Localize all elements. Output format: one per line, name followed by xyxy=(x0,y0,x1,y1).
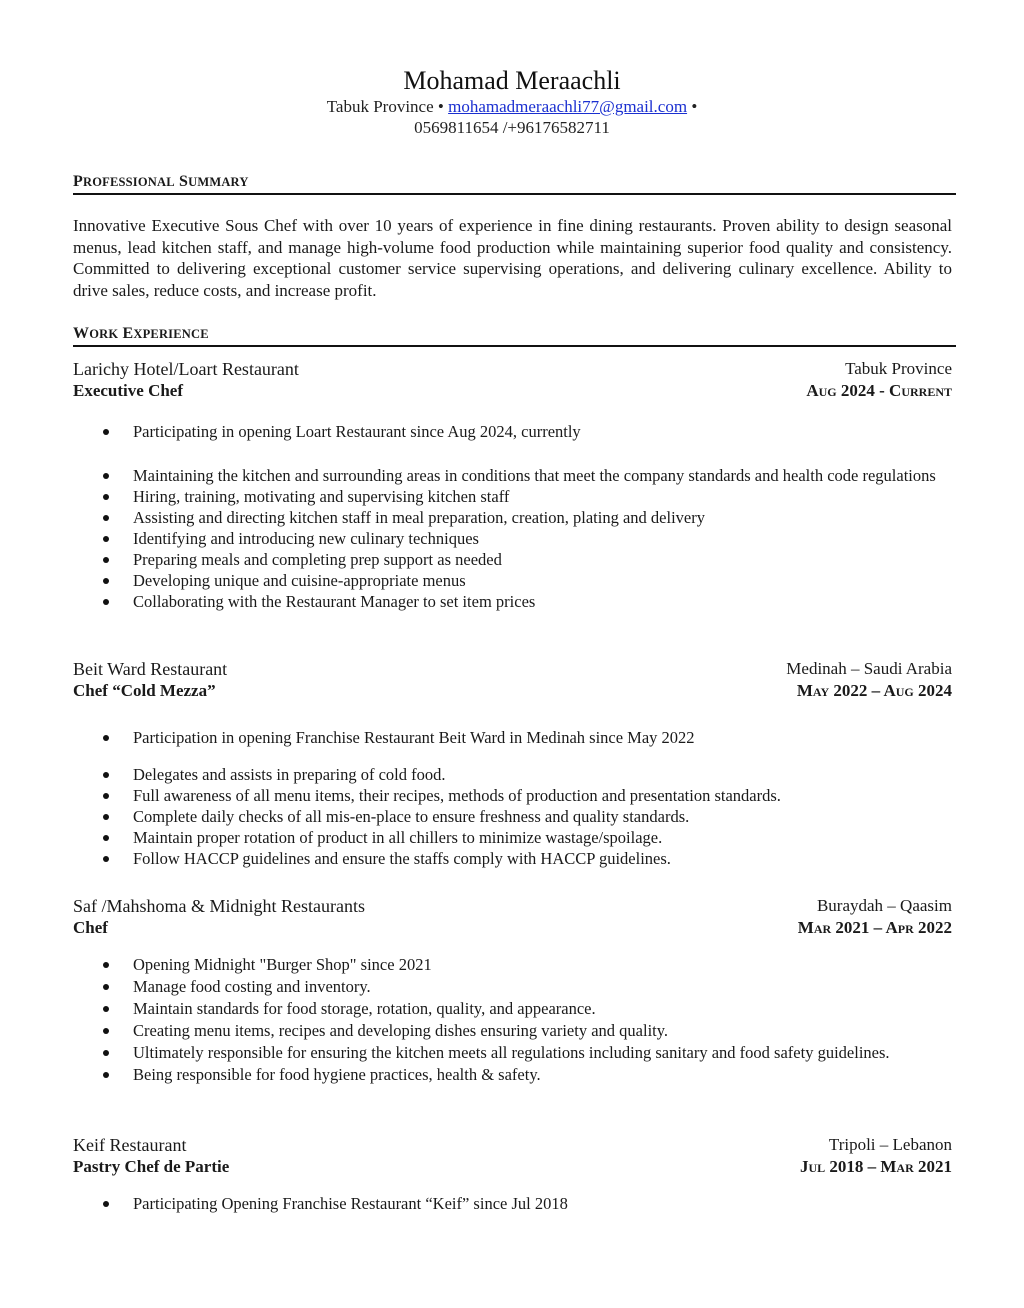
bullet-icon xyxy=(103,599,109,605)
list-item: Maintaining the kitchen and surrounding areas in conditions that meet the company standards and health code regulations xyxy=(73,465,952,486)
email-link[interactable]: mohamadmeraachli77@gmail.com xyxy=(448,97,688,116)
job-dates: Mar 2021 – Apr 2022 xyxy=(797,918,952,937)
resume-header xyxy=(0,66,1024,138)
contact-line xyxy=(0,96,1024,117)
bullet-icon xyxy=(103,578,109,584)
bullet-icon xyxy=(103,835,109,841)
list-item: Preparing meals and completing prep support as needed xyxy=(73,549,952,570)
job-bullet-list xyxy=(73,764,952,869)
job-company: Larichy Hotel/Loart Restaurant xyxy=(73,359,299,379)
bullet-icon xyxy=(103,429,109,435)
candidate-name: Mohamad Meraachli xyxy=(403,66,621,95)
list-item: Ultimately responsible for ensuring the kitchen meets all regulations including sanitary and food safety guidelines. xyxy=(73,1042,952,1063)
job-company: Beit Ward Restaurant xyxy=(73,659,228,679)
list-item: Assisting and directing kitchen staff in meal preparation, creation, plating and delivery xyxy=(73,507,952,528)
list-item: Participating Opening Franchise Restaurant “Keif” since Jul 2018 xyxy=(73,1193,952,1214)
bullet-icon xyxy=(103,984,109,990)
bullet-icon xyxy=(103,494,109,500)
list-item: Maintain standards for food storage, rotation, quality, and appearance. xyxy=(73,998,952,1019)
job-dates: Jul 2018 – Mar 2021 xyxy=(799,1157,952,1176)
bullet-icon xyxy=(103,772,109,778)
bullet-icon xyxy=(103,473,109,479)
list-item: Hiring, training, motivating and supervising kitchen staff xyxy=(73,486,952,507)
job-location: Buraydah – Qaasim xyxy=(816,896,952,915)
job-entry xyxy=(73,895,952,1085)
bullet-icon xyxy=(103,1006,109,1012)
contact-separator: • xyxy=(437,97,444,116)
job-role: Chef “Cold Mezza” xyxy=(73,681,216,700)
bullet-icon xyxy=(103,1072,109,1078)
bullet-icon xyxy=(103,515,109,521)
list-item: Creating menu items, recipes and developing dishes ensuring variety and quality. xyxy=(73,1020,952,1041)
job-entry xyxy=(73,658,952,869)
bullet-icon xyxy=(103,735,109,741)
section-title-experience: WORK EXPERIENCE xyxy=(73,325,956,347)
job-location: Tabuk Province xyxy=(845,359,952,378)
contact-location: Tabuk Province xyxy=(326,97,434,116)
job-entry xyxy=(73,1134,952,1214)
section-title-summary: PROFESSIONAL SUMMARY xyxy=(73,173,956,195)
job-company: Saf /Mahshoma & Midnight Restaurants xyxy=(73,896,365,916)
contact-separator: • xyxy=(691,97,698,116)
bullet-icon xyxy=(103,962,109,968)
job-location: Medinah – Saudi Arabia xyxy=(786,659,952,678)
bullet-icon xyxy=(103,557,109,563)
list-item: Full awareness of all menu items, their recipes, methods of production and presentation standards. xyxy=(73,785,952,806)
bullet-icon xyxy=(103,536,109,542)
bullet-icon xyxy=(103,856,109,862)
list-item: Complete daily checks of all mis-en-place to ensure freshness and quality standards. xyxy=(73,806,952,827)
job-company: Keif Restaurant xyxy=(73,1135,187,1155)
list-item: Participation in opening Franchise Restaurant Beit Ward in Medinah since May 2022 xyxy=(73,727,952,748)
bullet-icon xyxy=(103,1028,109,1034)
bullet-icon xyxy=(103,1201,109,1207)
list-item: Manage food costing and inventory. xyxy=(73,976,952,997)
list-item: Participating in opening Loart Restaurant since Aug 2024, currently xyxy=(73,421,952,442)
job-bullet-list xyxy=(73,465,952,612)
list-item: Follow HACCP guidelines and ensure the staffs comply with HACCP guidelines. xyxy=(73,848,952,869)
job-lead-list xyxy=(73,421,952,442)
job-bullet-list xyxy=(73,954,952,1085)
phone-numbers: 0569811654 /+96176582711 xyxy=(414,118,610,137)
job-dates: May 2022 – Aug 2024 xyxy=(796,681,952,700)
summary-paragraph: Innovative Executive Sous Chef with over 10 years of experience in fine dining restaurants. Proven ability to design seasonal menus, lead kitchen staff, and manage high-volume food production while maintaining superior food quality and consistency. Committed to delivering exceptional customer service supervising operations, and delivering culinary excellence. Ability to drive sales, reduce costs, and increase profit. xyxy=(73,216,952,300)
list-item: Identifying and introducing new culinary techniques xyxy=(73,528,952,549)
job-role: Chef xyxy=(73,918,108,937)
list-item: Delegates and assists in preparing of cold food. xyxy=(73,764,952,785)
list-item: Being responsible for food hygiene practices, health & safety. xyxy=(73,1064,952,1085)
job-role: Pastry Chef de Partie xyxy=(73,1157,230,1176)
bullet-icon xyxy=(103,814,109,820)
list-item: Collaborating with the Restaurant Manager to set item prices xyxy=(73,591,952,612)
list-item: Developing unique and cuisine-appropriate menus xyxy=(73,570,952,591)
job-lead-list xyxy=(73,727,952,748)
bullet-icon xyxy=(103,1050,109,1056)
bullet-icon xyxy=(103,793,109,799)
job-role: Executive Chef xyxy=(73,381,184,400)
list-item: Opening Midnight "Burger Shop" since 2021 xyxy=(73,954,952,975)
job-dates: Aug 2024 - Current xyxy=(806,381,952,400)
job-location: Tripoli – Lebanon xyxy=(828,1135,952,1154)
job-bullet-list xyxy=(73,1193,952,1214)
list-item: Maintain proper rotation of product in all chillers to minimize wastage/spoilage. xyxy=(73,827,952,848)
job-entry xyxy=(73,358,952,612)
